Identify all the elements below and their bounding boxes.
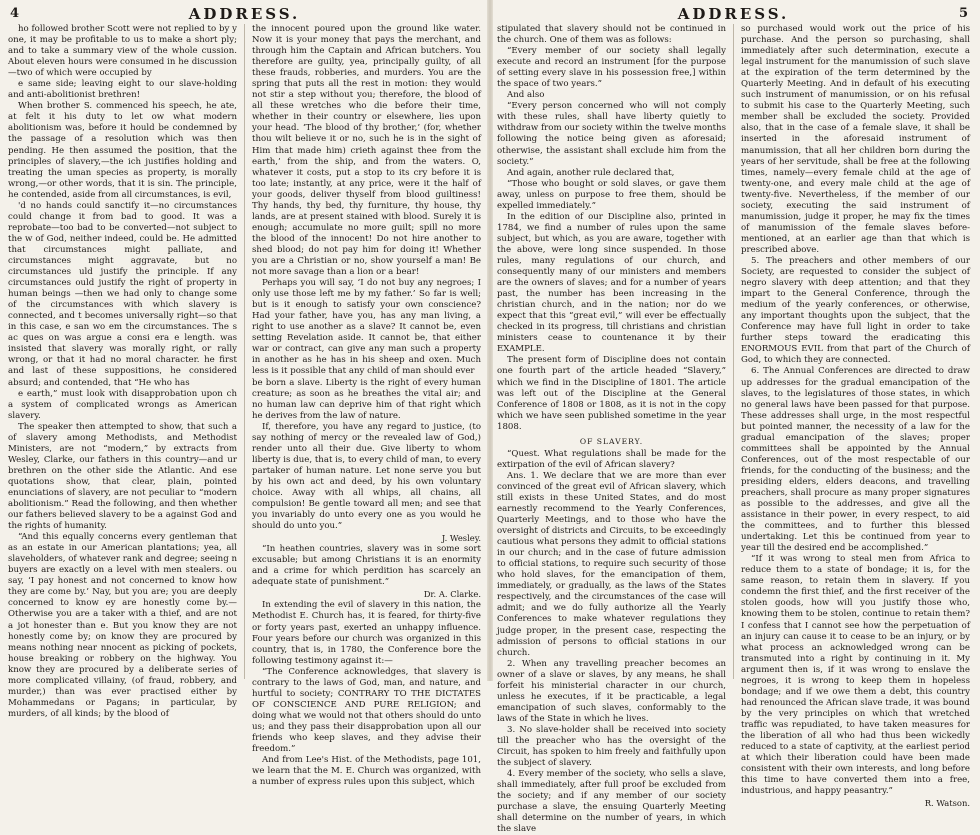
column-1 — [8, 24, 237, 719]
paragraph: Ans. 1. We declare that we are more than ever convinced of the great evil of African slavery, which still exists in these United States, and do most earnestly recommend to the Yearly Conferences, Quarterly Meetings, and to those who have the oversight of districts and Circuits, to be exceedingly cautious what persons they admit to official stations in our church; and in the case of future admission to official stations, to require such security of those who hold slaves, for the emancipation of them, immediately, or gradually, as the laws of the States respectively, and the circumstances of the case will admit; and we do fully authorize all the Yearly Conferences to make whatever regulations they judge proper, in the present case, respecting the admission of persons to official stations in our church. — [497, 470, 726, 658]
paragraph: 'd no hands could sanctify it—no circumstances could change it from bad to good. It was a reprobate—too bad to be converted—not subject to the w of God, neither indeed, could be. He admitted that circumstances might palliate, and circumstances might aggravate, but no circumstances uld justify the principle. If any circumstances ould justify the right of property in human beings —then we had only to change some of the circumstances with which slavery is connected, and t becomes universally right—so that in this case, e san wo em the circumstances. The s ac ques on was argue a consi era e length. was insisted that slavery was morally right, or rally wrong, or that it had no moral character. he first and last of these suppositions, he considered absurd; and contended, that “He who has — [8, 200, 237, 388]
paragraph: “Those who bought or sold slaves, or gave them away, unless on purpose to free them, should be expelled immediately.” — [497, 178, 726, 211]
paragraph: 5. The preachers and other members of our Society, are requested to consider the subject of negro slavery with deep attention; and that they impart to the General Conference, through the medium of the yearly conferences, or otherwise, any important thoughts upon the subject, that the Conference may have full light in order to take further steps toward the eradicating this ENORMOUS EVIL from that part of the Church of God, to which they are connected. — [741, 255, 970, 366]
column-3 — [497, 24, 726, 835]
paragraph: ho followed brother Scott were not replied to by y one, it may be profitable to us to make a short ply; and to take a summary view of the whole cussion. About eleven hours were consumed in he discussion—two of which were occupied by — [8, 24, 237, 79]
paragraph: “Quest. What regulations shall be made for the extirpation of the evil of African slavery? — [497, 448, 726, 470]
paragraph: The present form of Discipline does not contain one fourth part of the article headed “Slavery,” which we find in the Discipline of 1801. The article was left out of the Discipline at the General Conference of 1808 or 1808, as it is not in the copy which we have seen published sometime in the year 1808. — [497, 355, 726, 432]
paragraph: If, therefore, you have any regard to justice, (to say nothing of mercy or the revealed law of God,) render unto all their due. Give liberty to whom liberty is due, that is, to every child of man, to every partaker of human nature. Let none serve you but by his own act and deed, by his own voluntary choice. Away with all whips, all chains, all compulsion! Be gentle toward all men; and see that you invariably do unto every one as you would he should do unto you.” — [252, 421, 481, 532]
paragraph: so purchased would work out the price of his purchase. And the person so purchasing, shall immediately after such determination, execute a legal instrument for the manumission of such slave at the expiration of the term determined by the Quarterly Meeting. And in default of his executing such instrument of manumission, or on his refusal to submit his case to the Quarterly Meeting, such member shall be excluded the society. Provided also, that in the case of a female slave, it shall be inserted in the aforesaid instrument of manumission, that all her children born during the years of her servitude, shall be free at the following times, namely—every female child at the age of twenty-one, and every male child at the age of twenty-five. Nevertheless, if the member of our society, executing the said instrument of manumission, judge it proper, he may fix the times of manumission of the female slaves before-mentioned, at an earlier age than that which is prescribed above. — [741, 24, 970, 255]
signature-wesley: J. Wesley. — [441, 533, 481, 544]
paragraph: And also — [507, 90, 545, 101]
paragraph: e earth,” must look with disapprobation upon ch a system of complicated wrongs as American slavery. — [8, 388, 237, 421]
section-heading: OF SLAVERY. — [579, 436, 644, 446]
column-2 — [252, 24, 481, 788]
page-number: 5 — [958, 6, 968, 21]
paragraph: “Every member of our society shall legally execute and record an instrument [for the purpose of setting every slave in his possession free,] within the space of two years.” — [497, 46, 726, 90]
paragraph: And again, another rule declared that, — [507, 167, 675, 178]
paragraph: And from Lee's Hist. of the Methodists, page 101, we learn that the M. E. Church was organized, with a number of express rules upon this subject, which — [252, 755, 481, 788]
paragraph: Perhaps you will say, ‘I do not buy any negroes; I only use those left me by my father.’ So far is well; but is it enough to satisfy your own conscience? Had your father, have you, has any man living, a right to use another as a slave? It cannot be, even setting Revelation aside. It cannot be, that either war or contract, can give any man such a property in another as he has in his sheep and oxen. Much less is it possible that any child of man should ever — [252, 278, 481, 377]
paragraph: 3. No slave-holder shall be received into society till the preacher who has the oversight of the Circuit, has spoken to him freely and faithfully upon the subject of slavery. — [497, 724, 726, 769]
column-divider — [733, 24, 734, 679]
paragraph: “The Conference acknowledges, that slavery is contrary to the laws of God, man, and nature, and hurtful to society; CONTRARY TO THE DICTATES OF CONSCIENCE AND PURE RELIGION; and doing what we would not that others should do unto us; and they pass their disapprobation upon all our friends who keep slaves, and they advise their freedom.” — [252, 666, 481, 755]
paragraph: “And this equally concerns every gentleman that as an estate in our American plantations; yea, all slaveholders, of whatever rank and degree; seeing n buyers are exactly on a level with men stealers. ou say, ‘I pay honest and not concerned to know how they are come by.’ Nay, but you are; you are deeply concerned to know ey are honestly come by.—Otherwise you are a taker with a thief, and are not a jot honester than e. But you know they are not honestly come by; on know they are procured by means nothing near nnocent as picking of pockets, house breaking or robbery on the highway. You know they are procured by a deliberate series of more complicated villainy, (of fraud, robbery, and murder,) than was ever practised either by Mohammedans or Pagans; in particular, by murders, of all kinds; by the blood of — [8, 532, 237, 719]
paragraph: “If it was wrong to steal men from Africa to reduce them to a state of bondage; it is, for the same reason, to retain them in slavery. If you condemn the first thief, and the first receiver of the stolen goods, how will you justify those who, knowing them to be stolen, continue to retain them? I confess that I cannot see how the perpetuation of an injury can cause it to cease to be an injury, or by what process an acknowledged wrong can be transmuted into a right by continuing in it. My argument then is, if it was wrong to enslave the negroes, it is wrong to keep them in hopeless bondage; and if we owe them a debt, this country had renounced the African slave trade, it was bound by the very principles on which that wretched traffic was repudiated, to have taken measures for the liberation of all who had thus been wickedly reduced to a state of captivity, at the earliest period at which their liberation could have been made consistent with their own interests, and long before this time to have converted them into a free, industrious, and happy peasantry.” — [741, 554, 970, 797]
running-head-title: ADDRESS. — [677, 5, 790, 23]
paragraph: The speaker then attempted to show, that such a of slavery among Methodists, and Methodist Ministers, are not “modern,” by extracts from Wesley, Clarke, our fathers in this country—and ur brethren on the other side the Atlantic. And ese quotations show, that clear, plain, pointed enunciations of slavery, are not peculiar to “modern abolitionism.” Read the following, and then whether our fathers believed slavery to be a against God and the rights of humanity. — [8, 421, 237, 532]
paragraph: 6. The Annual Conferences are directed to draw up addresses for the gradual emancipation of the slaves, to the legislatures of those states, in which no general laws have been passed for that purpose. These addresses shall urge, in the most respectful but pointed manner, the necessity of a law for the gradual emancipation of the slaves; proper committees shall be appointed by the Annual Conferences, out of the most respectable of our friends, for the conducting of the business; and the presiding elders, elders deacons, and travelling preachers, shall procure as many proper signatures as possible to the addresses, and give all the assistance in their power, in every respect, to aid the committees, and to further this blessed undertaking. Let this be continued from year to year till the desired end be accomplished.” — [741, 366, 970, 554]
signature-clarke: Dr. A. Clarke. — [423, 589, 481, 600]
paragraph: In extending the evil of slavery in this nation, the Methodist E. Church has, it is feared, for thirty-five or forty years past, exerted an unhappy influence. Four years before our church was organized in this country, that is, in 1780, the Conference bore the following testimony against it:— — [252, 600, 481, 666]
text-columns — [8, 24, 481, 788]
column-divider — [244, 24, 245, 679]
paragraph: 2. When any travelling preacher becomes an owner of a slave or slaves, by any means, he shall forfeit his ministerial character in our church, unless he executes, if it be practicable, a legal emancipation of such slaves, conformably to the laws of the State in which he lives. — [497, 658, 726, 724]
paragraph: When brother S. commenced his speech, he ate, at felt it his duty to let ow what modern abolitionism was, before it hould be condemned by the passage of a resolution which was then pending. He then assumed the position, that the principles of slavery,—the ich justifies holding and treating the uman species as property, is morally wrong,—or other words, that it is sin. The principle, he contended, aside from all circumstances, is evil, — [8, 101, 237, 200]
text-columns — [497, 24, 970, 835]
right-page — [493, 0, 980, 835]
paragraph: e same side; leaving eight to our slave-holding and anti-abolitionist brethren! — [8, 79, 237, 101]
paragraph: the innocent poured upon the ground like water. Now it is your money that pays the merchant, and through him the Captain and African butchers. You therefore are guilty, yea, principally guilty, of all these frauds, robberies, and murders. You are the spring that puts all the rest in motion: they would not stir a step without you; therefore, the blood of all these wretches who die before their time, whether in their country or elsewhere, lies upon your head. ‘The blood of thy brother,’ (for, whether thou wilt believe it or no, such he is in the sight of Him that made him) crieth against thee from the earth,’ from the ship, and from the waters. O, whatever it costs, put a stop to its cry before it is too late; instantly, at any price, were it the half of your goods, deliver thyself from blood guiltiness! Thy hands, thy bed, thy furniture, thy house, thy lands, are at present stained with blood. Surely it is enough; accumulate no more guilt; spill no more the blood of the innocent! Do not hire another to shed blood; do not pay him for doing it! Whether you are a Christian or no, show yourself a man! Be not more savage than a lion or a bear! — [252, 24, 481, 278]
left-page — [0, 0, 487, 788]
paragraph: be born a slave. Liberty is the right of every human creature; as soon as he breathes the vital air; and no human law can deprive him of that right which he derives from the law of nature. — [252, 377, 481, 421]
paragraph: stipulated that slavery should not be continued in the church. One of them was as follows: — [497, 24, 726, 46]
running-head — [8, 4, 481, 24]
paragraph: “In heathen countries, slavery was in some sort excusable; but among Christians it is an enormity and a crime for which perdition has scarcely an adequate state of punishment.” — [252, 544, 481, 588]
page-number: 4 — [10, 6, 20, 21]
paragraph: “Every person concerned who will not comply with these rules, shall have liberty quietly to withdraw from our society within the twelve months following the notice being given as aforesaid; otherwise, the assistant shall exclude him from the society.” — [497, 101, 726, 167]
paragraph: 4. Every member of the society, who sells a slave, shall immediately, after full proof be excluded from the society; and if any member of our society purchase a slave, the ensuing Quarterly Meeting shall determine on the number of years, in which the slave — [497, 769, 726, 835]
column-4 — [741, 24, 970, 809]
running-head — [497, 4, 970, 24]
running-head-title: ADDRESS. — [188, 5, 301, 23]
paragraph: In the edition of our Discipline also, printed in 1784, we find a number of rules upon the same subject, but which, as you are aware, together with the above, were long since suspended. In those rules, many regulations of our church, and consequently many of our ministers and members are the owners of slaves; and for a number of years past, the number has been increasing in the christian church, and in the nation; nor do we expect that this “great evil,” will ever be effectually checked in its progress, till christians and christian ministers cease to countenance it by their EXAMPLE. — [497, 211, 726, 355]
signature-watson: R. Watson. — [924, 798, 970, 809]
